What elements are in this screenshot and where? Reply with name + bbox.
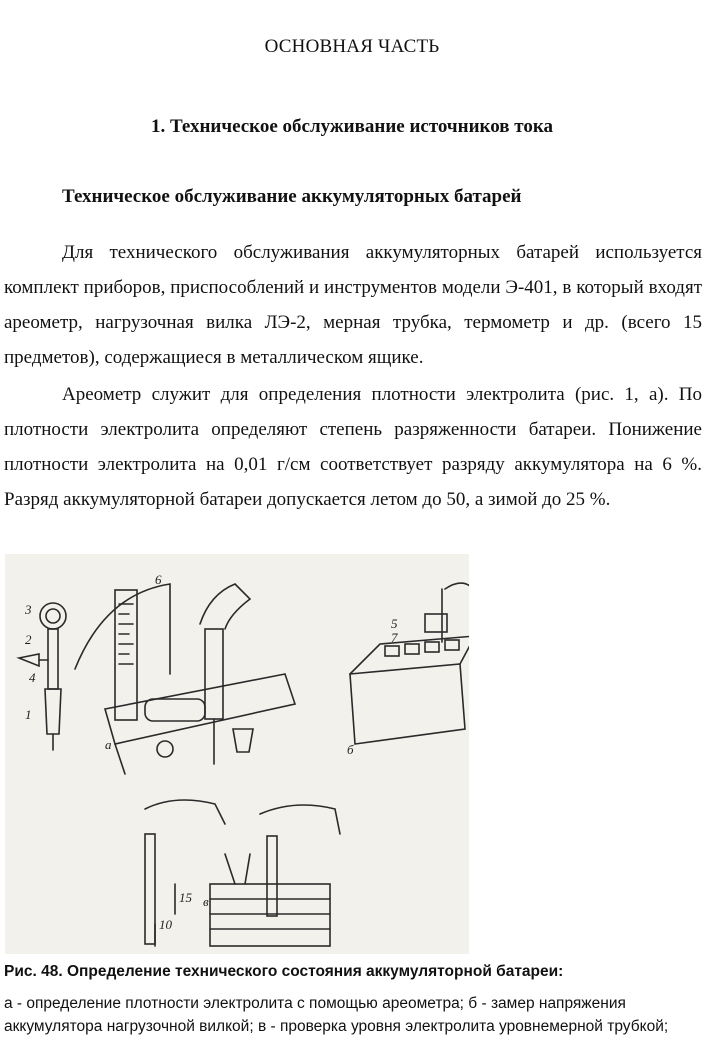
- callout-5: 5: [391, 616, 398, 631]
- battery-maintenance-drawing: [5, 554, 469, 954]
- callout-3: 3: [25, 602, 32, 617]
- figure-caption-title: Рис. 48. Определение технического состояния аккумуляторной батареи:: [4, 963, 564, 980]
- panel-label-b: б: [347, 742, 354, 757]
- panel-label-c: в: [203, 894, 209, 909]
- figure-illustration: [5, 554, 469, 954]
- callout-1: 1: [25, 707, 32, 722]
- callout-4: 4: [29, 670, 36, 685]
- paragraph-2: Ареометр служит для определения плотности электролита (рис. 1, а). По плотности электролита определяют степень разряженности батареи. Понижение плотности электролита на 0,01 г/см соответствует разряду аккумулятора на 6 %. Разряд аккумуляторной батареи допускается летом до 50, а зимой до 25 %.: [4, 384, 702, 510]
- heading-2: Техническое обслуживание аккумуляторных батарей: [62, 186, 522, 207]
- heading-1: 1. Техническое обслуживание источников тока: [150, 116, 554, 137]
- callout-6: 6: [155, 572, 162, 587]
- hydrometer-drawing: [19, 584, 295, 774]
- callout-2: 2: [25, 632, 32, 647]
- dimension-label-10: 10: [159, 917, 172, 932]
- panel-label-a: а: [105, 737, 112, 752]
- dimension-label-15: 15: [179, 890, 192, 905]
- callout-7: 7: [391, 630, 398, 645]
- figure-caption-text: а - определение плотности электролита с помощью ареометра; б - замер напряжения аккумулятора нагрузочной вилкой; в - проверка уровня электролита уровнемерной трубкой;: [4, 995, 669, 1035]
- paragraph-1: Для технического обслуживания аккумуляторных батарей используется комплект приборов, приспособлений и инструментов модели Э-401, в который входят ареометр, нагрузочная вилка ЛЭ-2, мерная трубка, термометр и др. (всего 15 предметов), содержащиеся в металлическом ящике.: [4, 242, 702, 368]
- load-fork-drawing: [350, 583, 469, 744]
- section-title: ОСНОВНАЯ ЧАСТЬ: [264, 36, 440, 57]
- level-tube-drawing: [145, 800, 340, 946]
